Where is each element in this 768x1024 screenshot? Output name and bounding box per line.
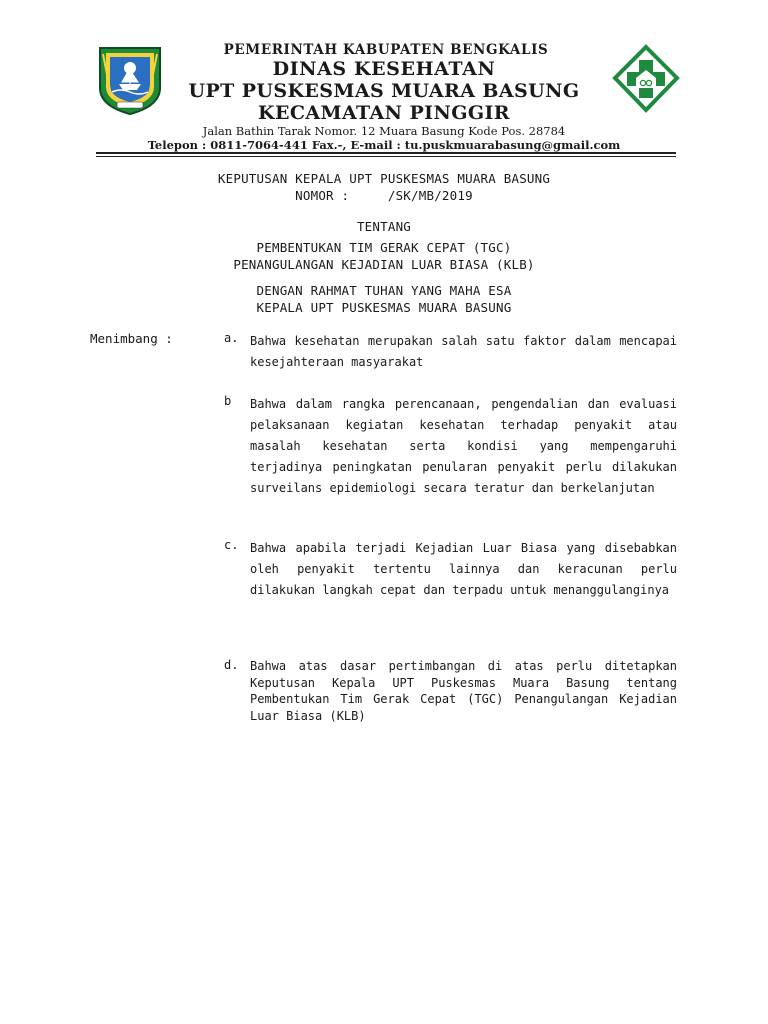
blessing-line-2: KEPALA UPT PUSKESMAS MUARA BASUNG — [256, 300, 512, 315]
office-name: DINAS KESEHATAN — [272, 58, 496, 80]
puskesmas-cross-icon — [612, 44, 680, 114]
institution-name: UPT PUSKESMAS MUARA BASUNG — [188, 80, 580, 102]
blessing-line-1: DENGAN RAHMAT TUHAN YANG MAHA ESA — [256, 283, 512, 298]
subject-line-2: PENANGULANGAN KEJADIAN LUAR BIASA (KLB) — [233, 257, 535, 272]
address: Jalan Bathin Tarak Nomor. 12 Muara Basung Kode Pos. 28784 — [202, 124, 566, 138]
government-name: PEMERINTAH KABUPATEN BENGKALIS — [223, 42, 549, 58]
about-label: TENTANG — [356, 219, 412, 234]
letterhead-rule — [96, 152, 676, 154]
district-name: KECAMATAN PINGGIR — [258, 102, 510, 124]
considering-label: Menimbang : — [90, 331, 173, 346]
decree-title: KEPUTUSAN KEPALA UPT PUSKESMAS MUARA BASUNG — [217, 171, 551, 186]
item-letter-d: d. — [224, 658, 239, 672]
considering-item-a: Bahwa kesehatan merupakan salah satu faktor dalam mencapai kesejahteraan masyarakat — [250, 334, 677, 369]
subject-line-1: PEMBENTUKAN TIM GERAK CEPAT (TGC) — [256, 240, 512, 255]
considering-item-c: Bahwa apabila terjadi Kejadian Luar Biasa yang disebabkan oleh penyakit tertentu lainnya dan keracunan perlu dilakukan langkah cepat dan terpadu untuk menanggulanginya — [250, 541, 677, 597]
item-letter-c: c. — [224, 538, 239, 552]
item-letter-b: b — [224, 394, 232, 408]
contact-info: Telepon : 0811-7064-441 Fax.-, E-mail : tu.puskmuarabasung@gmail.com — [147, 138, 621, 152]
letterhead-rule-thin — [96, 156, 676, 157]
considering-item-d: Bahwa atas dasar pertimbangan di atas perlu ditetapkan Keputusan Kepala UPT Puskesmas Muara Basung tentang Pembentukan Tim Gerak Cepat (TGC) Penangulangan Kejadian Luar Biasa (KLB) — [250, 659, 677, 723]
decree-number: NOMOR : /SK/MB/2019 — [295, 188, 473, 203]
item-letter-a: a. — [224, 331, 239, 345]
letterhead — [0, 0, 768, 160]
considering-item-b: Bahwa dalam rangka perencanaan, pengendalian dan evaluasi pelaksanaan kegiatan kesehatan terhadap penyakit atau masalah kesehatan serta kondisi yang mempengaruhi terjadinya peningkatan penularan penyakit perlu dilakukan surveilans epidemiologi secara teratur dan berkelanjutan — [250, 397, 677, 495]
